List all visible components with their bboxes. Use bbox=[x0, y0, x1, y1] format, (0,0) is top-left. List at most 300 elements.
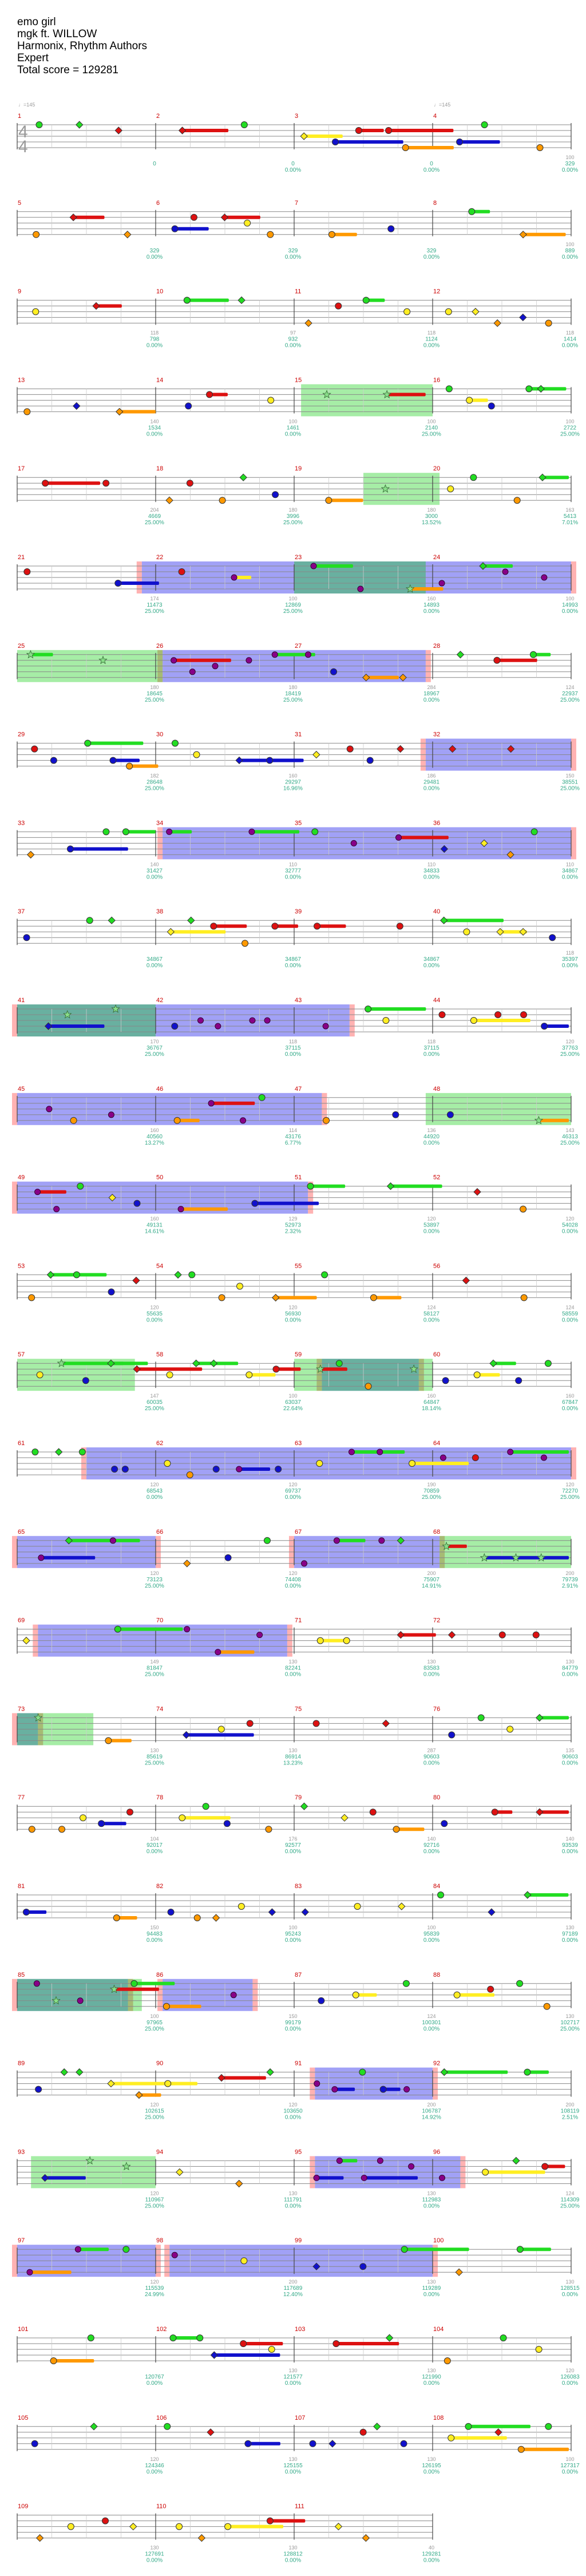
streak-value: 140 bbox=[150, 861, 159, 868]
measure-number: 14 bbox=[156, 377, 164, 384]
cumulative-score: 32777 bbox=[285, 868, 301, 875]
streak-value: 100 bbox=[288, 596, 298, 602]
note bbox=[50, 757, 57, 763]
overdrive-percent: 25.00% bbox=[145, 608, 164, 615]
note bbox=[517, 1980, 523, 1987]
tap-note bbox=[110, 1538, 116, 1544]
measure-number: 58 bbox=[156, 1351, 164, 1359]
overdrive-percent: 25.00% bbox=[145, 520, 164, 527]
measure-number: 70 bbox=[156, 1617, 164, 1624]
cumulative-score: 28648 bbox=[146, 779, 163, 786]
note bbox=[126, 1809, 133, 1815]
streak-value: 160 bbox=[150, 1127, 159, 1133]
measure-number: 54 bbox=[156, 1263, 164, 1270]
sustain-bar bbox=[73, 216, 104, 219]
measure-number: 84 bbox=[433, 1883, 441, 1890]
measure-number: 94 bbox=[156, 2148, 164, 2156]
cumulative-score: 932 bbox=[288, 336, 298, 343]
measure-number: 65 bbox=[18, 1528, 25, 1536]
cumulative-score: 43176 bbox=[285, 1133, 301, 1140]
streak-value: 150 bbox=[565, 773, 575, 779]
streak-value: 147 bbox=[150, 1393, 159, 1399]
measure-number: 98 bbox=[156, 2237, 164, 2245]
tap-note bbox=[231, 1992, 236, 1998]
measure-number: 51 bbox=[295, 1174, 302, 1181]
hopo-note bbox=[397, 1632, 404, 1639]
note bbox=[363, 297, 369, 303]
note bbox=[536, 2347, 542, 2353]
overdrive-percent: 25.00% bbox=[422, 1494, 441, 1501]
cumulative-score: 37763 bbox=[562, 1045, 578, 1051]
cumulative-score: 74408 bbox=[285, 1576, 301, 1583]
hopo-note bbox=[133, 1277, 140, 1284]
note bbox=[355, 128, 362, 134]
cumulative-score: 117689 bbox=[283, 2285, 303, 2292]
note bbox=[42, 480, 49, 486]
tap-note bbox=[197, 1018, 203, 1023]
tap-note bbox=[409, 2163, 414, 2169]
cumulative-score: 68543 bbox=[146, 1488, 163, 1494]
measure-number: 9 bbox=[18, 288, 22, 295]
streak-value: 180 bbox=[288, 684, 298, 690]
sustain-bar bbox=[391, 1185, 442, 1188]
note bbox=[122, 1466, 128, 1473]
streak-value: 100 bbox=[565, 241, 575, 247]
measure-number: 40 bbox=[433, 908, 441, 916]
hopo-note bbox=[472, 308, 479, 315]
overdrive-percent: 25.00% bbox=[560, 431, 580, 438]
overdrive-percent: 0.00% bbox=[284, 1582, 302, 1589]
streak-value: 100 bbox=[288, 1925, 298, 1930]
overdrive-percent: 0.00% bbox=[284, 2380, 302, 2387]
note bbox=[401, 2440, 407, 2447]
overdrive-percent: 25.00% bbox=[283, 697, 303, 703]
measure-number: 88 bbox=[433, 1971, 441, 1979]
streak-value: 118 bbox=[427, 330, 436, 336]
streak-value: 118 bbox=[565, 330, 575, 336]
streak-value: 120 bbox=[565, 1039, 575, 1044]
streak-value: 120 bbox=[565, 2368, 575, 2373]
overdrive-percent: 0.00% bbox=[423, 963, 440, 970]
note bbox=[533, 1632, 539, 1638]
cumulative-score: 14993 bbox=[562, 602, 578, 608]
note bbox=[85, 740, 91, 746]
measure-number: 41 bbox=[18, 997, 25, 1004]
sustain-bar bbox=[69, 1539, 115, 1542]
tap-note bbox=[379, 1538, 385, 1544]
streak-value: 136 bbox=[427, 1127, 436, 1133]
hopo-note bbox=[449, 1632, 456, 1639]
cumulative-score: 18419 bbox=[285, 690, 301, 697]
cumulative-score: 121990 bbox=[422, 2374, 441, 2380]
tap-note bbox=[75, 2246, 81, 2252]
tap-note bbox=[108, 1112, 114, 1118]
hopo-note bbox=[488, 1909, 495, 1916]
note bbox=[272, 923, 278, 929]
note bbox=[537, 145, 543, 151]
note bbox=[331, 668, 337, 675]
measure-number: 110 bbox=[156, 2503, 167, 2510]
overdrive-percent: 0.00% bbox=[284, 1849, 302, 1855]
note bbox=[108, 1289, 114, 1295]
note bbox=[478, 1715, 484, 1721]
note bbox=[365, 1006, 371, 1012]
hopo-note bbox=[386, 2334, 393, 2341]
note bbox=[168, 1909, 174, 1916]
sustain-bar bbox=[113, 1539, 140, 1542]
sustain-bar bbox=[364, 2176, 418, 2179]
cumulative-score: 52973 bbox=[285, 1222, 301, 1229]
streak-value: 190 bbox=[427, 1482, 436, 1487]
sustain-bar bbox=[70, 847, 128, 850]
cumulative-score: 46313 bbox=[562, 1133, 578, 1140]
sustain-bar bbox=[396, 1827, 424, 1831]
hopo-note bbox=[167, 928, 174, 935]
measure-number: 67 bbox=[295, 1528, 302, 1536]
note bbox=[33, 308, 39, 315]
note bbox=[317, 1637, 323, 1644]
overdrive-percent: 0.00% bbox=[423, 2292, 440, 2298]
cumulative-score: 329 bbox=[149, 247, 160, 254]
measure-number: 6 bbox=[156, 199, 160, 207]
note bbox=[545, 320, 552, 326]
note bbox=[495, 1012, 501, 1018]
measure-number: 16 bbox=[433, 377, 441, 384]
measure-number: 23 bbox=[295, 554, 302, 561]
streak-value: 124 bbox=[427, 1304, 436, 1311]
sustain-bar bbox=[96, 304, 122, 308]
overdrive-percent: 0.00% bbox=[423, 697, 440, 703]
overdrive-percent: 0.00% bbox=[423, 342, 440, 349]
hopo-note bbox=[329, 2440, 336, 2447]
hopo-note bbox=[93, 303, 100, 310]
hopo-note bbox=[179, 127, 186, 134]
note bbox=[307, 1183, 314, 1189]
streak-value: 182 bbox=[150, 773, 159, 779]
sustain-bar bbox=[510, 1450, 569, 1454]
note bbox=[259, 1094, 265, 1101]
hopo-note bbox=[116, 408, 123, 415]
sustain-bar bbox=[368, 1007, 426, 1011]
hopo-note bbox=[490, 1360, 497, 1367]
streak-value: 135 bbox=[565, 1747, 575, 1754]
song-charter: Harmonix, Rhythm Authors bbox=[17, 40, 148, 52]
overdrive-percent: 14.92% bbox=[422, 2114, 441, 2121]
sustain-bar bbox=[187, 299, 229, 302]
tap-note bbox=[358, 586, 363, 592]
streak-value: 100 bbox=[427, 1925, 436, 1930]
hopo-note bbox=[198, 2535, 205, 2542]
streak-value: 120 bbox=[288, 2102, 298, 2108]
note bbox=[115, 580, 121, 587]
cumulative-score: 125155 bbox=[283, 2462, 303, 2469]
note bbox=[393, 1111, 399, 1118]
cumulative-score: 5413 bbox=[563, 513, 577, 520]
solo-end-marker bbox=[571, 1447, 576, 1479]
overdrive-percent: 0.00% bbox=[423, 2380, 440, 2387]
cumulative-score: 72270 bbox=[562, 1488, 578, 1494]
cumulative-score: 63037 bbox=[285, 1399, 301, 1406]
overdrive-percent: 25.00% bbox=[145, 785, 164, 792]
measure-number: 39 bbox=[295, 908, 302, 916]
streak-value: 176 bbox=[288, 1836, 298, 1842]
tap-note bbox=[35, 1189, 41, 1195]
cumulative-score: 90603 bbox=[423, 1754, 440, 1760]
cumulative-score: 102717 bbox=[560, 2019, 580, 2026]
measure-number: 59 bbox=[295, 1351, 302, 1359]
streak-value: 40 bbox=[428, 2545, 435, 2551]
hopo-note bbox=[23, 1637, 30, 1644]
measure-number: 92 bbox=[433, 2060, 441, 2067]
tap-note bbox=[208, 1101, 214, 1106]
streak-value: 110 bbox=[427, 861, 436, 868]
sustain-bar bbox=[78, 2247, 109, 2251]
overdrive-percent: 0.00% bbox=[284, 1671, 302, 1678]
cumulative-score: 128515 bbox=[560, 2285, 580, 2292]
note bbox=[187, 480, 193, 486]
note bbox=[264, 1537, 270, 1544]
hopo-note bbox=[27, 851, 34, 858]
overdrive-percent: 0.00% bbox=[561, 1849, 579, 1855]
cumulative-score: 55635 bbox=[146, 1311, 163, 1317]
overdrive-percent: 0.00% bbox=[284, 167, 302, 173]
cumulative-score: 0 bbox=[430, 161, 433, 167]
hopo-note bbox=[188, 917, 195, 924]
hopo-note bbox=[300, 133, 307, 140]
sustain-bar bbox=[460, 140, 500, 144]
measure-number: 78 bbox=[156, 1794, 164, 1802]
note bbox=[520, 1206, 526, 1212]
note bbox=[464, 929, 470, 935]
note bbox=[404, 308, 410, 315]
measure-number: 44 bbox=[433, 997, 441, 1004]
sustain-bar bbox=[171, 930, 225, 933]
note bbox=[353, 1992, 359, 1998]
streak-value: 130 bbox=[150, 1747, 159, 1754]
note bbox=[448, 2435, 454, 2441]
streak-value: 120 bbox=[150, 2279, 159, 2285]
hopo-note bbox=[108, 917, 115, 924]
streak-value: 150 bbox=[288, 2013, 298, 2019]
cumulative-score: 103650 bbox=[283, 2108, 303, 2115]
note bbox=[524, 2069, 530, 2075]
sustain-bar bbox=[410, 587, 444, 591]
hopo-note bbox=[184, 1560, 191, 1567]
measure-number: 73 bbox=[18, 1706, 25, 1713]
measure-number: 46 bbox=[156, 1085, 164, 1093]
streak-value: 204 bbox=[150, 507, 159, 513]
measure-number: 61 bbox=[18, 1440, 25, 1447]
sustain-bar bbox=[173, 2336, 198, 2340]
sustain-bar bbox=[270, 2519, 305, 2523]
overdrive-percent: 0.00% bbox=[561, 254, 579, 260]
streak-value: 180 bbox=[427, 507, 436, 513]
note bbox=[37, 1372, 43, 1378]
streak-value: 120 bbox=[150, 1570, 159, 1576]
tap-note bbox=[361, 2175, 367, 2181]
note bbox=[449, 1732, 455, 1738]
note bbox=[530, 651, 536, 658]
cumulative-score: 95243 bbox=[285, 1931, 301, 1937]
tap-note bbox=[257, 1632, 263, 1638]
measure-number: 32 bbox=[433, 731, 441, 738]
measure-number: 18 bbox=[156, 465, 164, 473]
note bbox=[500, 2335, 506, 2341]
overdrive-percent: 0.00% bbox=[423, 1849, 440, 1855]
cumulative-score: 102615 bbox=[145, 2108, 164, 2115]
note bbox=[312, 829, 318, 835]
solo-end-marker bbox=[571, 739, 576, 771]
note bbox=[370, 1809, 376, 1815]
streak-value: 120 bbox=[150, 2102, 159, 2108]
hopo-note bbox=[90, 2423, 97, 2430]
note bbox=[172, 1023, 178, 1030]
cumulative-score: 70859 bbox=[423, 1488, 440, 1494]
cumulative-score: 329 bbox=[565, 161, 575, 167]
sustain-bar bbox=[497, 659, 537, 662]
cumulative-score: 110967 bbox=[145, 2197, 164, 2203]
streak-value: 130 bbox=[288, 1659, 298, 1665]
cumulative-score: 56930 bbox=[285, 1311, 301, 1317]
overdrive-percent: 0.00% bbox=[146, 1494, 163, 1501]
streak-value: 143 bbox=[565, 1127, 575, 1133]
overdrive-percent: 0.00% bbox=[423, 2203, 440, 2210]
note bbox=[165, 2080, 171, 2087]
measure-number: 86 bbox=[156, 1971, 164, 1979]
sustain-bar bbox=[539, 1119, 569, 1122]
overdrive-percent: 2.91% bbox=[561, 1582, 579, 1589]
measure-number: 68 bbox=[433, 1528, 441, 1536]
measure-number: 24 bbox=[433, 554, 441, 561]
hopo-note bbox=[301, 1803, 308, 1810]
overdrive-percent: 0.00% bbox=[561, 2468, 579, 2475]
hopo-note bbox=[387, 1183, 394, 1190]
note bbox=[549, 935, 556, 941]
streak-value: 130 bbox=[565, 1925, 575, 1930]
tap-note bbox=[54, 1206, 60, 1212]
note bbox=[360, 2264, 366, 2270]
streak-value: 150 bbox=[150, 1925, 159, 1930]
hopo-note bbox=[398, 1903, 405, 1910]
note bbox=[343, 1637, 350, 1644]
cumulative-score: 34867 bbox=[562, 868, 578, 875]
note bbox=[316, 1461, 323, 1467]
hopo-note bbox=[272, 1294, 279, 1301]
note bbox=[172, 225, 178, 232]
note bbox=[23, 1909, 29, 1916]
note bbox=[80, 1815, 86, 1821]
hopo-note bbox=[221, 214, 228, 221]
note bbox=[445, 308, 452, 315]
sustain-bar bbox=[255, 1202, 319, 1205]
solo-start-marker bbox=[12, 2245, 17, 2277]
tap-note bbox=[440, 1455, 446, 1461]
overdrive-percent: 25.00% bbox=[560, 1139, 580, 1146]
hopo-note bbox=[539, 474, 546, 481]
note bbox=[482, 2169, 489, 2175]
note bbox=[380, 2086, 386, 2092]
cumulative-score: 126083 bbox=[560, 2374, 580, 2380]
cumulative-score: 100301 bbox=[422, 2019, 441, 2026]
tap-note bbox=[502, 569, 508, 575]
streak-value: 200 bbox=[427, 1570, 436, 1576]
tap-note bbox=[215, 1649, 221, 1655]
overdrive-percent: 0.00% bbox=[561, 1228, 579, 1235]
overdrive-percent: 25.00% bbox=[145, 697, 164, 703]
sustain-bar bbox=[118, 1628, 183, 1631]
streak-value: 174 bbox=[150, 596, 159, 602]
solo-start-marker bbox=[12, 1004, 17, 1036]
tap-note bbox=[272, 652, 278, 658]
overdrive-percent: 0.00% bbox=[423, 1051, 440, 1058]
measure-number: 62 bbox=[156, 1440, 164, 1447]
sustain-bar bbox=[389, 129, 453, 132]
note bbox=[439, 1012, 445, 1018]
sustain-bar bbox=[118, 581, 159, 585]
tap-note bbox=[178, 1206, 184, 1212]
measure-number: 4 bbox=[433, 113, 437, 120]
cumulative-score: 64847 bbox=[423, 1399, 440, 1406]
streak-value: 97 bbox=[290, 330, 296, 336]
tap-note bbox=[189, 669, 195, 675]
cumulative-score: 31427 bbox=[146, 868, 163, 875]
tap-note bbox=[395, 834, 401, 840]
cumulative-score: 0 bbox=[153, 161, 156, 167]
measure-number: 81 bbox=[18, 1883, 25, 1890]
measure-number: 21 bbox=[18, 554, 25, 561]
sustain-bar bbox=[224, 216, 260, 219]
note bbox=[507, 1726, 513, 1732]
cumulative-score: 34867 bbox=[146, 956, 163, 963]
note bbox=[213, 1466, 219, 1473]
sustain-bar bbox=[182, 1816, 230, 1819]
tap-note bbox=[404, 2087, 410, 2092]
hopo-note bbox=[56, 1449, 62, 1455]
measure-number: 74 bbox=[156, 1706, 164, 1713]
streak-value: 160 bbox=[565, 1393, 575, 1399]
streak-value: 118 bbox=[288, 1039, 298, 1044]
tap-note bbox=[212, 663, 218, 669]
solo-end-marker bbox=[571, 561, 576, 593]
measure-number: 38 bbox=[156, 908, 164, 916]
hopo-note bbox=[236, 2180, 243, 2187]
hopo-note bbox=[130, 2523, 137, 2530]
note bbox=[438, 1892, 444, 1898]
note bbox=[313, 1720, 319, 1727]
sustain-bar bbox=[544, 1024, 569, 1028]
sustain-bar bbox=[540, 1810, 569, 1814]
cumulative-score: 92716 bbox=[423, 1842, 440, 1849]
note bbox=[488, 1986, 494, 1992]
tap-note bbox=[184, 1627, 190, 1632]
sustain-bar bbox=[270, 759, 303, 762]
overdrive-percent: 0.00% bbox=[146, 1937, 163, 1944]
note bbox=[318, 1997, 324, 2004]
cumulative-score: 99179 bbox=[285, 2019, 301, 2026]
streak-value: 100 bbox=[565, 155, 575, 160]
tap-note bbox=[314, 2081, 320, 2087]
measure-number: 45 bbox=[18, 1085, 25, 1093]
streak-value: 180 bbox=[150, 684, 159, 690]
hopo-note bbox=[494, 320, 501, 327]
hopo-note bbox=[520, 314, 526, 321]
cumulative-score: 44920 bbox=[423, 1133, 440, 1140]
cumulative-score: 90603 bbox=[562, 1754, 578, 1760]
overdrive-percent: 25.00% bbox=[283, 520, 303, 527]
measure-number: 12 bbox=[433, 288, 441, 295]
note bbox=[24, 409, 30, 415]
hopo-note bbox=[374, 2423, 381, 2430]
